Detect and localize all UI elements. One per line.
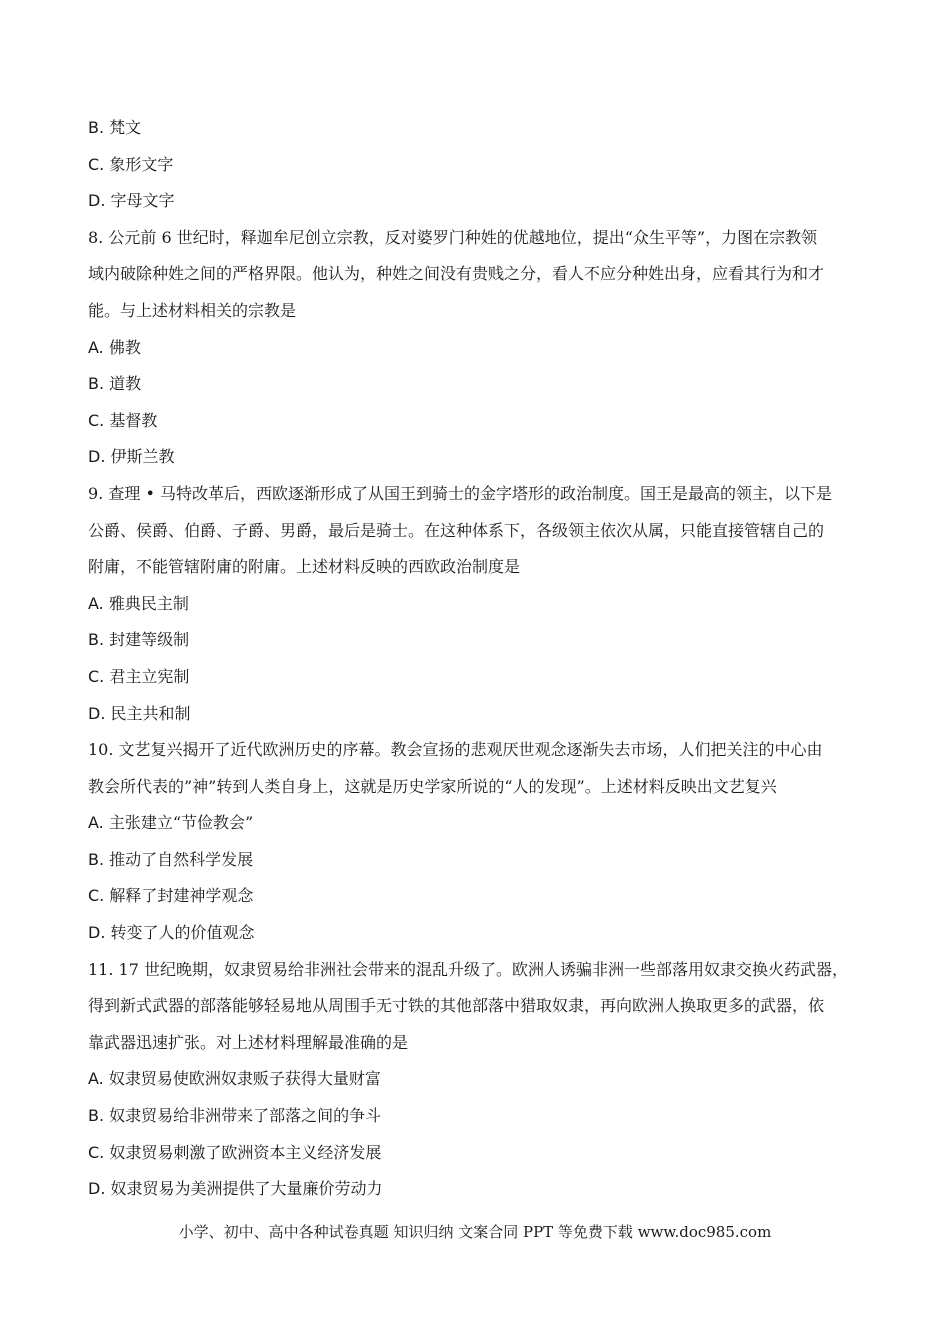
option-q8-c: C. 基督教 [88,410,158,430]
question-9-stem: 9. 查理 • 马特改革后，西欧逐渐形成了从国王到骑士的金字塔形的政治制度。国王是最高的领主，以下是 公爵、侯爵、伯爵、子爵、男爵，最后是骑士。在这种体系下，各级领主依次从属，只能直接管辖自己的 附庸，不能管辖附庸的附庸。上述材料反映的西欧政治制度是 [88,483,832,577]
option-q11-c: C. 奴隶贸易刺激了欧洲资本主义经济发展 [88,1142,382,1162]
question-10-stem: 10. 文艺复兴揭开了近代欧洲历史的序幕。教会宣扬的悲观厌世观念逐渐失去市场，人们把关注的中心由 教会所代表的”神”转到人类自身上，这就是历史学家所说的“人的发现”。上述材料反映出文艺复兴 [88,740,823,796]
option-q7-c: C. 象形文字 [88,154,174,174]
option-q7-d: D. 字母文字 [88,191,175,211]
exam-page [88,110,858,1208]
option-q9-c: C. 君主立宪制 [88,666,190,686]
option-q11-b: B. 奴隶贸易给非洲带来了部落之间的争斗 [88,1106,382,1126]
page-footer: 小学、初中、高中各种试卷真题 知识归纳 文案合同 PPT 等免费下载 www.doc985.com [178,1223,772,1241]
option-q9-b: B. 封建等级制 [88,630,190,650]
option-q10-b: B. 推动了自然科学发展 [88,849,254,869]
option-q7-b: B. 梵文 [88,118,142,137]
option-q9-d: D. 民主共和制 [88,703,191,723]
question-8-stem: 8. 公元前 6 世纪时，释迦牟尼创立宗教，反对婆罗门种姓的优越地位，提出“众生平等”，力图在宗教领 域内破除种姓之间的严格界限。他认为，种姓之间没有贵贱之分，看人不应分种姓出身，应看其行为和才 能。与上述材料相关的宗教是 [88,227,825,320]
option-q10-a: A. 主张建立“节俭教会” [88,813,254,833]
option-q10-c: C. 解释了封建神学观念 [88,886,254,906]
option-q10-d: D. 转变了人的价值观念 [88,923,255,943]
option-q9-a: A. 雅典民主制 [88,593,189,613]
option-q8-a: A. 佛教 [88,337,141,357]
option-q8-d: D. 伊斯兰教 [88,447,175,467]
option-q11-d: D. 奴隶贸易为美洲提供了大量廉价劳动力 [88,1179,383,1199]
option-q11-a: A. 奴隶贸易使欧洲奴隶贩子获得大量财富 [88,1069,381,1089]
option-q8-b: B. 道教 [88,374,142,394]
question-11-stem: 11. 17 世纪晚期，奴隶贸易给非洲社会带来的混乱升级了。欧洲人诱骗非洲一些部落用奴隶交换火药武器， 得到新式武器的部落能够轻易地从周围手无寸铁的其他部落中猎取奴隶，再向欧洲人换取更多的武器，依 靠武器迅速扩张。对上述材料理解最准确的是 [88,959,848,1052]
